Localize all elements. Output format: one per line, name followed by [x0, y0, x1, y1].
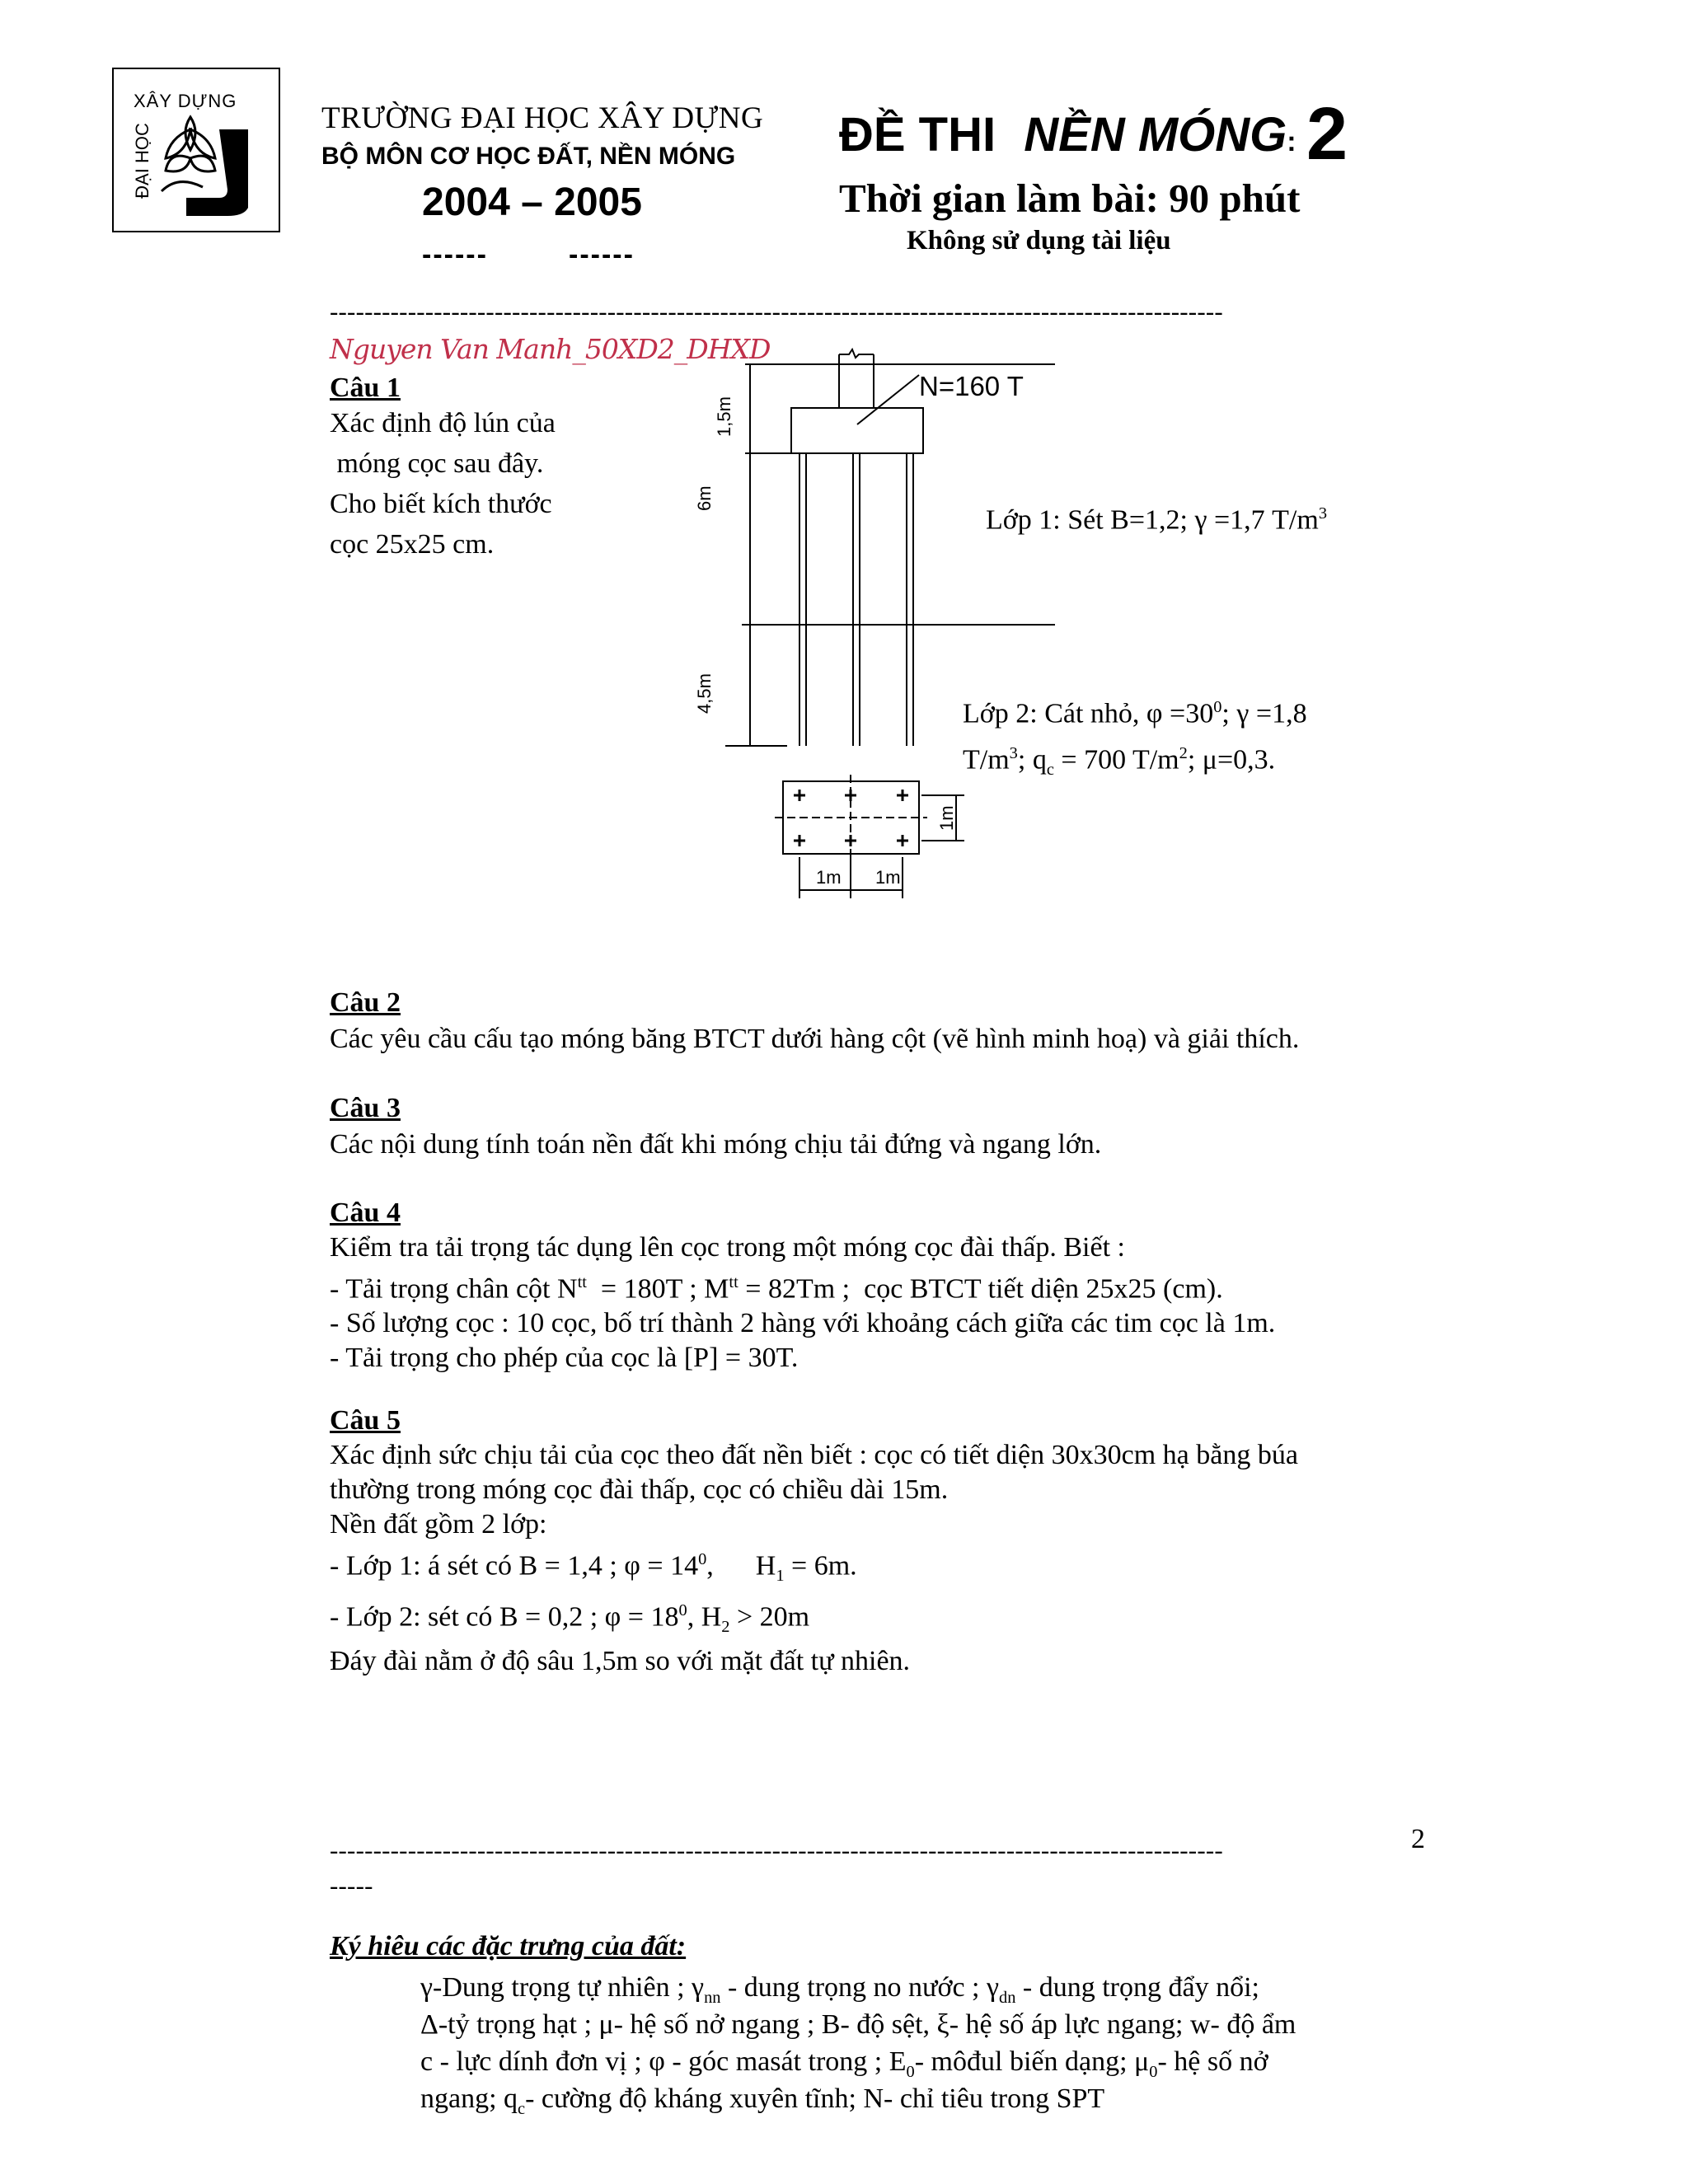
- plan-dim-x1: 1m: [816, 867, 842, 888]
- q1-text: [330, 406, 556, 568]
- q2-title: Câu 2: [330, 987, 401, 1018]
- q5-text: [330, 1438, 1298, 1679]
- symbols-text: γ-Dung trọng tự nhiên ; γ: [420, 1972, 705, 2003]
- exam-colon: :: [1287, 126, 1296, 157]
- q5-title: Câu 5: [330, 1405, 401, 1436]
- school-name: TRƯỜNG ĐẠI HỌC XÂY DỰNG: [321, 101, 764, 135]
- exam-duration: Thời gian làm bài: 90 phút: [839, 176, 1301, 221]
- q4-line: [330, 1265, 1275, 1306]
- symbols-text: - cường độ kháng xuyên tĩnh; N- chỉ tiêu trong SPT: [525, 2083, 1105, 2114]
- q5-text-part: - Lớp 1: á sét có B = 1,4 ; φ = 14: [330, 1550, 699, 1582]
- q5-sub: 1: [776, 1567, 785, 1586]
- layer2-text: T/m: [963, 744, 1010, 776]
- layer2-text: = 700 T/m: [1053, 744, 1179, 776]
- q5-text-part: , H: [706, 1550, 776, 1582]
- q5-line: [330, 1593, 1298, 1644]
- q1-line: móng cọc sau đây.: [330, 448, 544, 479]
- q4-text-part: = 82Tm ; cọc BTCT tiết diện 25x25 (cm).: [738, 1273, 1223, 1305]
- dim-layer2: 4,5m: [694, 673, 715, 714]
- layer2-line1: [963, 687, 1307, 733]
- dim-cap-depth: 1,5m: [714, 396, 734, 437]
- pile-foundation-section: [676, 330, 1352, 907]
- symbols-heading: Ký hiêu các đặc trưng của đất:: [330, 1931, 687, 1961]
- q5-line: thường trong móng cọc đài thấp, cọc có chiều dài 15m.: [330, 1474, 949, 1505]
- symbols-line-2: Δ-tỷ trọng hạt ; μ- hệ số nở ngang ; B- độ sệt, ξ- hệ số áp lực ngang; w- độ ẩm: [420, 2009, 1296, 2040]
- q1-line: cọc 25x25 cm.: [330, 529, 495, 560]
- symbols-line-1: [420, 1972, 1259, 2008]
- q3-title: Câu 3: [330, 1093, 401, 1123]
- q4-sup: tt: [577, 1273, 587, 1291]
- dim-layer1: 6m: [694, 485, 715, 511]
- author-handwritten-note: Nguyen Van Manh_50XD2_DHXD: [330, 333, 771, 365]
- q4-sup: tt: [729, 1273, 738, 1291]
- layer2-line2: [963, 733, 1307, 790]
- q4-text: [330, 1230, 1275, 1376]
- symbols-text: c - lực dính đơn vị ; φ - góc masát trong ; E: [420, 2046, 907, 2077]
- layer2-sup: 2: [1179, 744, 1188, 763]
- symbols-text: - dung trọng no nước ; γ: [720, 1972, 1000, 2003]
- load-label: N=160 T: [919, 371, 1024, 401]
- symbols-text: - môđul biến dạng; μ: [914, 2046, 1150, 2077]
- q5-line: Xác định sức chịu tải của cọc theo đất nền biết : cọc có tiết diện 30x30cm hạ bằng búa: [330, 1440, 1298, 1470]
- symbols-sub: nn: [704, 1988, 721, 2007]
- layer1-text: Lớp 1: Sét B=1,2; γ =1,7 T/m: [986, 504, 1319, 536]
- q4-text-part: = 180T ; M: [586, 1273, 729, 1305]
- symbols-line-3: [420, 2046, 1268, 2082]
- q1-line: Cho biết kích thước: [330, 489, 552, 519]
- logo-text-side: ĐẠI HỌC: [132, 123, 152, 199]
- symbols-sub: 0: [906, 2062, 915, 2081]
- q5-sub: 2: [721, 1618, 730, 1637]
- symbols-sub: c: [518, 2099, 526, 2118]
- layer2-sup: 0: [1213, 698, 1222, 716]
- q5-sup: 0: [698, 1550, 707, 1568]
- q5-line: Nền đất gồm 2 lớp:: [330, 1509, 547, 1540]
- layer2-description: [963, 687, 1307, 790]
- layer2-text: ; γ =1,8: [1221, 698, 1307, 729]
- q5-line: [330, 1542, 1298, 1593]
- symbols-sub: 0: [1149, 2062, 1158, 2081]
- symbols-sub: dn: [999, 1988, 1016, 2007]
- exam-title: [839, 107, 1296, 162]
- no-documents-note: Không sử dụng tài liệu: [907, 226, 1171, 255]
- symbols-text: - dung trọng đẩy nổi;: [1015, 1972, 1259, 2003]
- separator-top: -------------------------------------------------------------------------------------------------------: [330, 297, 1223, 326]
- symbols-text: - hệ số nở: [1157, 2046, 1268, 2077]
- layer2-sub: c: [1046, 761, 1054, 780]
- q4-text-part: - Tải trọng chân cột N: [330, 1273, 578, 1305]
- symbols-line-4: [420, 2083, 1104, 2119]
- academic-year: 2004 – 2005: [422, 180, 642, 224]
- year-dash-right: ------: [569, 239, 635, 270]
- q4-line: - Số lượng cọc : 10 cọc, bố trí thành 2 hàng với khoảng cách giữa các tim cọc là 1m.: [330, 1308, 1276, 1339]
- q5-sup: 0: [678, 1601, 687, 1620]
- q4-title: Câu 4: [330, 1197, 401, 1228]
- department-name: BỘ MÔN CƠ HỌC ĐẤT, NỀN MÓNG: [321, 143, 736, 170]
- layer1-description: [986, 504, 1327, 536]
- q2-text: Các yêu cầu cấu tạo móng băng BTCT dưới hàng cột (vẽ hình minh hoạ) và giải thích.: [330, 1024, 1300, 1054]
- separator-bottom-tail: -----: [330, 1871, 373, 1900]
- layer2-sup: 3: [1009, 744, 1018, 763]
- q3-text: Các nội dung tính toán nền đất khi móng chịu tải đứng và ngang lớn.: [330, 1129, 1102, 1160]
- q1-line: Xác định độ lún của: [330, 408, 556, 438]
- q5-text-part: , H: [687, 1601, 722, 1633]
- q1-title: Câu 1: [330, 373, 401, 403]
- q5-line: Đáy đài nằm ở độ sâu 1,5m so với mặt đất tự nhiên.: [330, 1646, 911, 1677]
- plan-dim-x2: 1m: [875, 867, 901, 888]
- layer2-text: ; μ=0,3.: [1187, 744, 1276, 776]
- q4-line: Kiểm tra tải trọng tác dụng lên cọc trong một móng cọc đài thấp. Biết :: [330, 1232, 1125, 1263]
- exam-number: 2: [1306, 93, 1348, 176]
- year-dash-left: ------: [422, 239, 488, 270]
- layer2-text: Lớp 2: Cát nhỏ, φ =30: [963, 698, 1214, 729]
- q5-text-part: = 6m.: [784, 1550, 857, 1582]
- separator-bottom: -------------------------------------------------------------------------------------------------------: [330, 1835, 1223, 1864]
- layer1-sup: 3: [1318, 504, 1328, 523]
- exam-prefix: ĐỀ THI: [839, 108, 996, 162]
- exam-subject: NỀN MÓNG: [1024, 108, 1287, 162]
- q4-line: - Tải trọng cho phép của cọc là [P] = 30T.: [330, 1343, 799, 1374]
- symbols-text: ngang; q: [420, 2083, 518, 2114]
- university-logo: [112, 68, 280, 232]
- page-number: 2: [1411, 1824, 1425, 1854]
- plan-dim-y: 1m: [936, 805, 957, 831]
- layer2-text: ; q: [1017, 744, 1047, 776]
- q5-text-part: > 20m: [729, 1601, 810, 1633]
- logo-text-top: XÂY DỰNG: [134, 91, 237, 111]
- q5-text-part: - Lớp 2: sét có B = 0,2 ; φ = 18: [330, 1601, 679, 1633]
